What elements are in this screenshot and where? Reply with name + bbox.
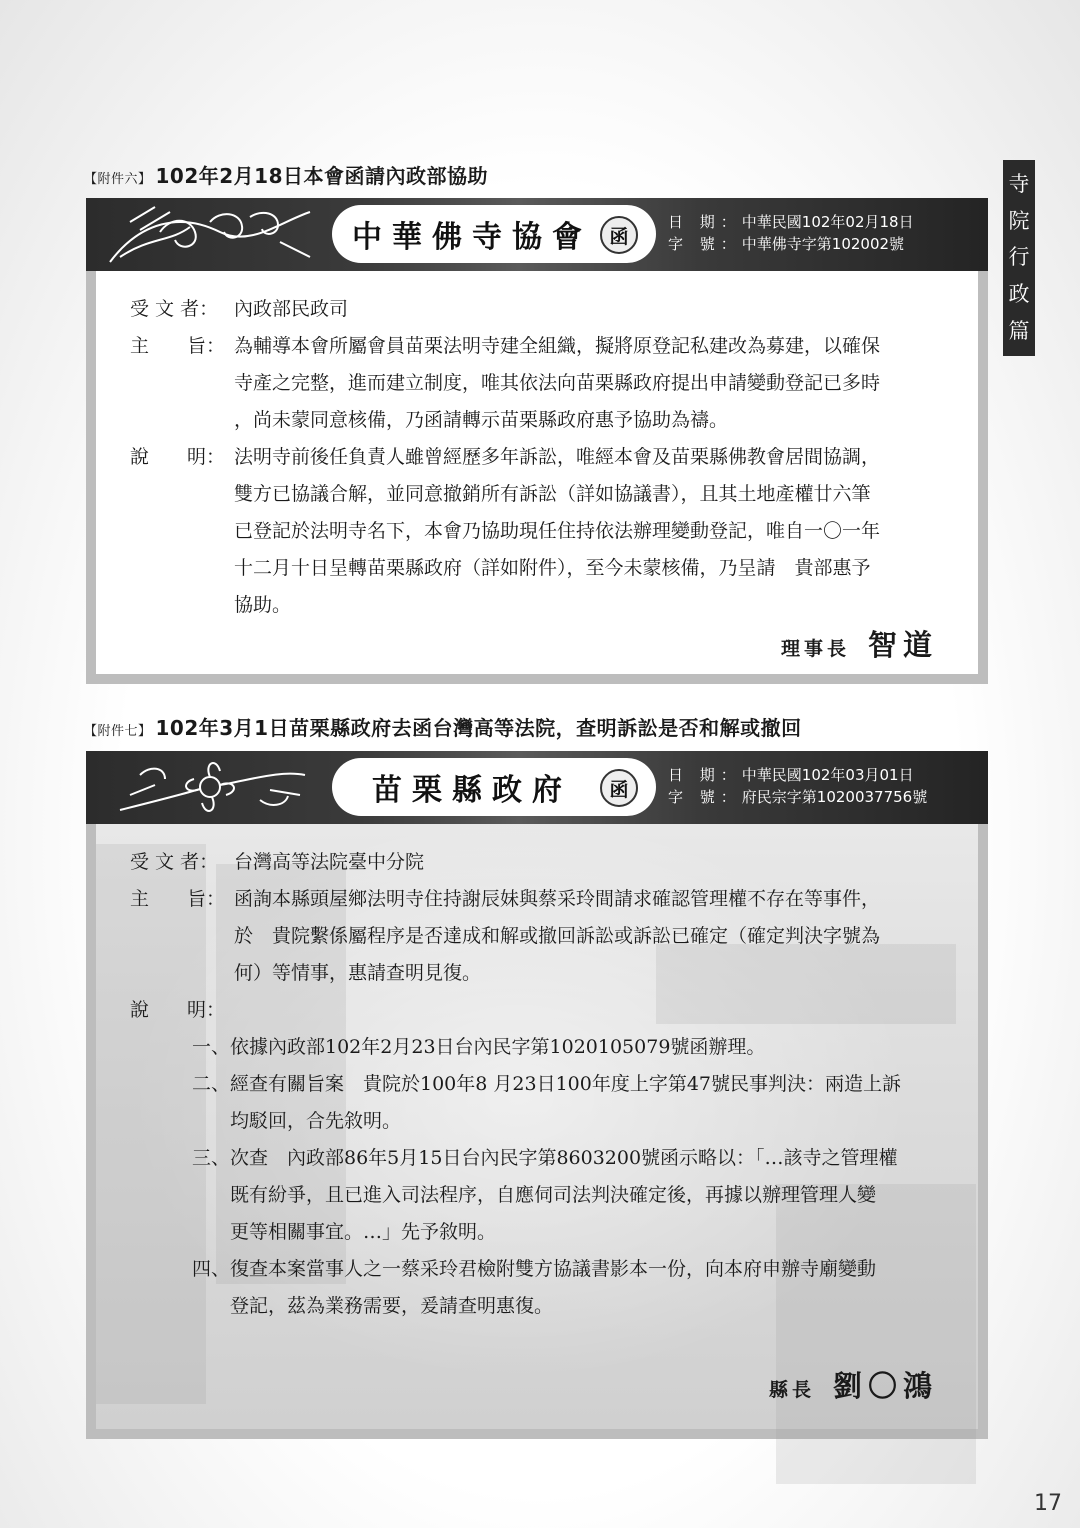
item-number: 四、 bbox=[192, 1258, 231, 1280]
attachment-tag: 【附件六】 bbox=[84, 172, 152, 187]
subject-line: 於 貴院繫係屬程序是否達成和解或撤回訴訟或訴訟已確定（確定判決字號為 bbox=[234, 925, 881, 947]
side-tab-char: 院 bbox=[1008, 208, 1030, 233]
date-value: 中華民國102年03月01日 bbox=[741, 766, 914, 784]
subject-line: 寺產之完整，進而建立制度，唯其依法向苗栗縣政府提出申請變動登記已多時 bbox=[234, 372, 881, 394]
explain-row bbox=[130, 439, 881, 616]
explain-item-text bbox=[230, 1066, 950, 1140]
explain-item bbox=[192, 1140, 230, 1177]
section-side-tab bbox=[1003, 160, 1035, 356]
attachment-heading bbox=[84, 160, 488, 189]
subject-row bbox=[130, 328, 881, 431]
item-line: 更等相關事宜。…」先予敘明。 bbox=[230, 1221, 497, 1243]
explain-line: 雙方已協議合解，並同意撤銷所有訴訟（詳如協議書），且其土地產權廿六筆 bbox=[234, 483, 871, 505]
date-label: 日 期： bbox=[668, 766, 742, 784]
flower-ornament-icon bbox=[100, 755, 320, 820]
side-tab-char: 篇 bbox=[1008, 319, 1030, 344]
letter-panel bbox=[86, 198, 988, 684]
signer-name: 劉〇鴻 bbox=[832, 1369, 938, 1403]
letter-header bbox=[86, 751, 988, 824]
ref-label: 字 號： bbox=[668, 788, 742, 806]
item-line: 復查本案當事人之一蔡采玲君檢附雙方協議書影本一份，向本府申辦寺廟變動 bbox=[230, 1258, 877, 1280]
ref-value: 府民宗字第1020037756號 bbox=[741, 788, 928, 806]
side-tab-char: 寺 bbox=[1008, 171, 1030, 196]
side-tab-char: 行 bbox=[1008, 245, 1030, 270]
letter-body-photo-background bbox=[96, 824, 978, 1429]
attachment-heading bbox=[84, 712, 802, 741]
explain-item-text bbox=[230, 1029, 950, 1066]
ref-label: 字 號： bbox=[668, 235, 742, 253]
subject-label: 主 旨： bbox=[130, 335, 226, 357]
subject-line: 何）等情事，惠請查明見復。 bbox=[234, 962, 482, 984]
explain-item bbox=[192, 1029, 230, 1066]
letter-panel bbox=[86, 751, 988, 1439]
recipient-label: 受 文 者： bbox=[130, 298, 219, 320]
subject-line: ，尚未蒙同意核備，乃函請轉示苗栗縣政府惠予協助為禱。 bbox=[234, 409, 729, 431]
subject-label: 主 旨： bbox=[130, 888, 226, 910]
org-name: 中華佛寺協會 bbox=[352, 220, 592, 255]
signature bbox=[781, 623, 938, 664]
date-value: 中華民國102年02月18日 bbox=[741, 213, 914, 231]
recipient-value: 台灣高等法院臺中分院 bbox=[234, 851, 425, 873]
photo-shelf-decoration bbox=[96, 844, 206, 1404]
letter-type-stamp: 函 bbox=[600, 216, 638, 254]
signature bbox=[769, 1364, 938, 1405]
org-name-pill bbox=[332, 205, 656, 263]
recipient-row bbox=[130, 291, 349, 328]
side-tab-char: 政 bbox=[1008, 282, 1030, 307]
item-line: 經查有關旨案 貴院於100年8 月23日100年度上字第47號民事判決：兩造上訴 bbox=[230, 1073, 902, 1095]
signer-title: 縣長 bbox=[768, 1379, 815, 1401]
letter-header bbox=[86, 198, 988, 271]
recipient-label: 受 文 者： bbox=[130, 851, 219, 873]
item-line: 次查 內政部86年5月15日台內民字第8603200號函示略以：「…該寺之管理權 bbox=[230, 1147, 898, 1169]
signer-name: 智道 bbox=[867, 628, 938, 662]
letter-body bbox=[96, 271, 978, 674]
explain-item-text bbox=[230, 1251, 950, 1325]
attachment-tag: 【附件七】 bbox=[84, 724, 152, 739]
explain-item bbox=[192, 1066, 230, 1103]
signer-title: 理事長 bbox=[780, 638, 850, 660]
explain-line: 已登記於法明寺名下，本會乃協助現任住持依法辦理變動登記，唯自一〇一年 bbox=[234, 520, 881, 542]
letter-meta bbox=[668, 211, 914, 255]
recipient-value: 內政部民政司 bbox=[234, 298, 349, 320]
explain-label: 說 明： bbox=[130, 999, 226, 1021]
explain-item bbox=[192, 1251, 230, 1288]
attachment-title: 102年2月18日本會函請內政部協助 bbox=[155, 164, 489, 188]
explain-line: 協助。 bbox=[234, 594, 292, 616]
item-line: 依據內政部102年2月23日台內民字第1020105079號函辦理。 bbox=[230, 1036, 766, 1058]
item-line: 登記，茲為業務需要，爰請查明惠復。 bbox=[230, 1295, 554, 1317]
explain-line: 十二月十日呈轉苗栗縣政府（詳如附件），至今未蒙核備，乃呈請 貴部惠予 bbox=[234, 557, 871, 579]
attachment-title: 102年3月1日苗栗縣政府去函台灣高等法院，查明訴訟是否和解或撤回 bbox=[155, 716, 802, 740]
item-number: 一、 bbox=[192, 1036, 231, 1058]
letter-meta bbox=[668, 764, 927, 808]
cloud-ornament-icon bbox=[100, 202, 320, 267]
subject-line: 為輔導本會所屬會員苗栗法明寺建全組織，擬將原登記私建改為募建，以確保 bbox=[234, 335, 881, 357]
item-line: 既有紛爭，且已進入司法程序，自應伺司法判決確定後，再據以辦理管理人變 bbox=[230, 1184, 877, 1206]
explain-line: 法明寺前後任負責人雖曾經歷多年訴訟，唯經本會及苗栗縣佛教會居間協調， bbox=[234, 446, 881, 468]
page-number: 17 bbox=[1034, 1491, 1062, 1516]
item-number: 三、 bbox=[192, 1147, 231, 1169]
subject-line: 函詢本縣頭屋鄉法明寺住持謝辰妹與蔡采玲間請求確認管理權不存在等事件， bbox=[234, 888, 881, 910]
date-label: 日 期： bbox=[668, 213, 742, 231]
org-name: 苗栗縣政府 bbox=[372, 773, 572, 808]
explain-item-text bbox=[230, 1140, 950, 1251]
item-line: 均駁回，合先敘明。 bbox=[230, 1110, 402, 1132]
subject-row bbox=[130, 881, 881, 984]
letter-type-stamp: 函 bbox=[600, 769, 638, 807]
explain-row bbox=[130, 992, 234, 1029]
explain-label: 說 明： bbox=[130, 446, 226, 468]
recipient-row bbox=[130, 844, 425, 881]
item-number: 二、 bbox=[192, 1073, 231, 1095]
org-name-pill bbox=[332, 758, 656, 816]
ref-value: 中華佛寺字第102002號 bbox=[741, 235, 905, 253]
